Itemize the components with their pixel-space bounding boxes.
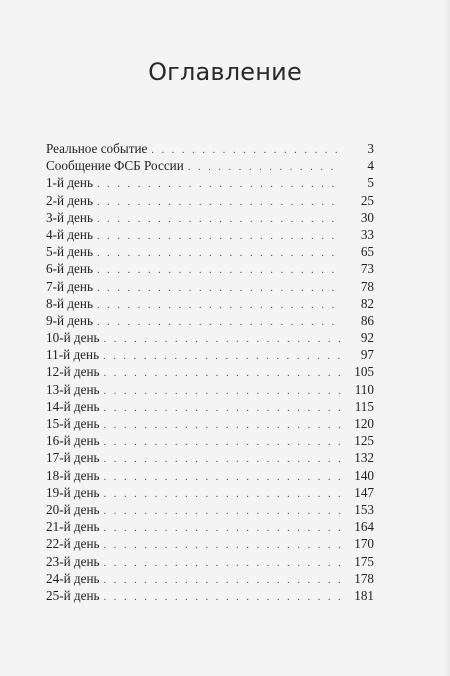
page-title: Оглавление [148, 58, 302, 86]
toc-entry-page-number: 164 [354, 519, 374, 535]
toc-entry [46, 209, 374, 226]
toc-entry-label: 3-й день [46, 209, 93, 225]
toc-entry-page-number: 115 [354, 398, 374, 414]
toc-entry [46, 174, 374, 191]
toc-dot-leader [97, 297, 340, 314]
toc-entry-page-number: 170 [354, 536, 374, 552]
toc-entry [46, 432, 374, 449]
toc-dot-leader [104, 572, 340, 589]
toc-entry [46, 484, 374, 501]
toc-entry-label: 21-й день [46, 519, 100, 535]
toc-entry [46, 278, 374, 295]
page-edge-shadow [444, 0, 450, 676]
toc-dot-leader [97, 228, 340, 245]
toc-entry-page-number: 175 [354, 553, 374, 569]
toc-entry [46, 192, 374, 209]
toc-entry-page-number: 65 [360, 244, 374, 260]
toc-entry-label: 8-й день [46, 295, 93, 311]
toc-dot-leader [104, 383, 340, 400]
toc-entry-label: 10-й день [46, 330, 100, 346]
toc-entry [46, 157, 374, 174]
toc-entry-label: 15-й день [46, 416, 100, 431]
toc-entry-label: 5-й день [46, 244, 93, 260]
toc-entry-page-number: 25 [360, 192, 374, 208]
toc-entry-page-number: 86 [360, 312, 374, 328]
toc-entry [46, 243, 374, 260]
toc-entry-page-number: 92 [360, 330, 374, 346]
toc-dot-leader [97, 245, 340, 262]
toc-entry-page-number: 82 [360, 295, 374, 311]
toc-entry [46, 346, 374, 363]
toc-entry-page-number: 33 [360, 226, 374, 242]
toc-entry-label: 18-й день [46, 467, 100, 483]
toc-entry-page-number: 181 [354, 587, 374, 603]
toc-entry-page-number: 140 [354, 467, 374, 483]
toc-entry [46, 226, 374, 243]
toc-entry-page-number: 125 [354, 433, 374, 449]
toc-entry-page-number: 132 [354, 450, 374, 466]
toc-entry [46, 312, 374, 329]
toc-entry [46, 467, 374, 484]
toc-dot-leader [104, 417, 340, 434]
toc-entry-label: 22-й день [46, 536, 100, 552]
toc-entry-label: 24-й день [46, 570, 100, 586]
toc-dot-leader [97, 262, 340, 279]
toc-entry-page-number: 30 [360, 209, 374, 225]
toc-entry-label: 23-й день [46, 553, 100, 569]
toc-entry [46, 535, 374, 552]
toc-entry [46, 140, 374, 157]
toc-entry-page-number: 3 [367, 141, 374, 156]
toc-entry [46, 415, 374, 432]
toc-entry-label: 20-й день [46, 501, 100, 517]
toc-dot-leader [97, 211, 340, 228]
toc-entry-label: 2-й день [46, 192, 93, 208]
toc-dot-leader [104, 365, 340, 382]
toc-entry-label: Сообщение ФСБ России [46, 158, 184, 174]
toc-entry-label: 9-й день [46, 312, 93, 328]
toc-dot-leader [104, 434, 340, 451]
toc-entry-label: 17-й день [46, 450, 100, 466]
toc-entry-page-number: 147 [354, 484, 374, 500]
toc-entry [46, 587, 374, 604]
toc-dot-leader [97, 194, 340, 211]
toc-entry-label: 7-й день [46, 278, 93, 294]
toc-entry-page-number: 105 [354, 364, 374, 380]
toc-entry-label: 25-й день [46, 587, 100, 603]
toc-entry-label: 1-й день [46, 175, 93, 191]
toc-entry-label: 6-й день [46, 261, 93, 277]
toc-entry-page-number: 153 [354, 501, 374, 517]
toc-dot-leader [104, 451, 340, 468]
toc-entry-label: 4-й день [46, 226, 93, 242]
toc-dot-leader [97, 280, 340, 297]
toc-dot-leader [104, 537, 340, 554]
toc-entry-page-number: 110 [354, 381, 374, 397]
toc-entry-page-number: 178 [354, 570, 374, 586]
toc-entry-label: 13-й день [46, 381, 100, 397]
toc-entry-page-number: 78 [360, 278, 374, 294]
toc-dot-leader [188, 159, 340, 176]
toc-entry-page-number: 120 [354, 416, 374, 431]
toc-entry [46, 381, 374, 398]
toc-dot-leader [104, 331, 340, 348]
toc-entry-page-number: 97 [360, 347, 374, 363]
toc-entry [46, 363, 374, 380]
toc-entry-page-number: 5 [367, 175, 374, 191]
toc-entry [46, 518, 374, 535]
toc-entry [46, 553, 374, 570]
toc-dot-leader [97, 176, 340, 193]
toc-entry [46, 260, 374, 277]
toc-entry [46, 295, 374, 312]
toc-dot-leader [97, 314, 340, 331]
toc-entry-page-number: 4 [367, 158, 374, 174]
toc-dot-leader [104, 589, 340, 606]
toc-entry-page-number: 73 [360, 261, 374, 277]
toc-dot-leader [104, 469, 340, 486]
toc-dot-leader [104, 555, 340, 572]
toc-entry-label: 11-й день [46, 347, 100, 363]
toc-dot-leader [104, 400, 340, 417]
toc-dot-leader [103, 348, 340, 365]
toc-entry [46, 501, 374, 518]
toc-entry-label: Реальное событие [46, 141, 148, 156]
toc-entry [46, 398, 374, 415]
toc-entry-label: 16-й день [46, 433, 100, 449]
table-of-contents [46, 140, 374, 604]
toc-dot-leader [104, 503, 340, 520]
toc-entry-label: 19-й день [46, 484, 100, 500]
toc-dot-leader [104, 520, 340, 537]
toc-entry [46, 329, 374, 346]
toc-dot-leader [104, 486, 340, 503]
toc-entry [46, 570, 374, 587]
toc-entry-label: 14-й день [46, 398, 100, 414]
toc-entry [46, 449, 374, 466]
toc-entry-label: 12-й день [46, 364, 100, 380]
